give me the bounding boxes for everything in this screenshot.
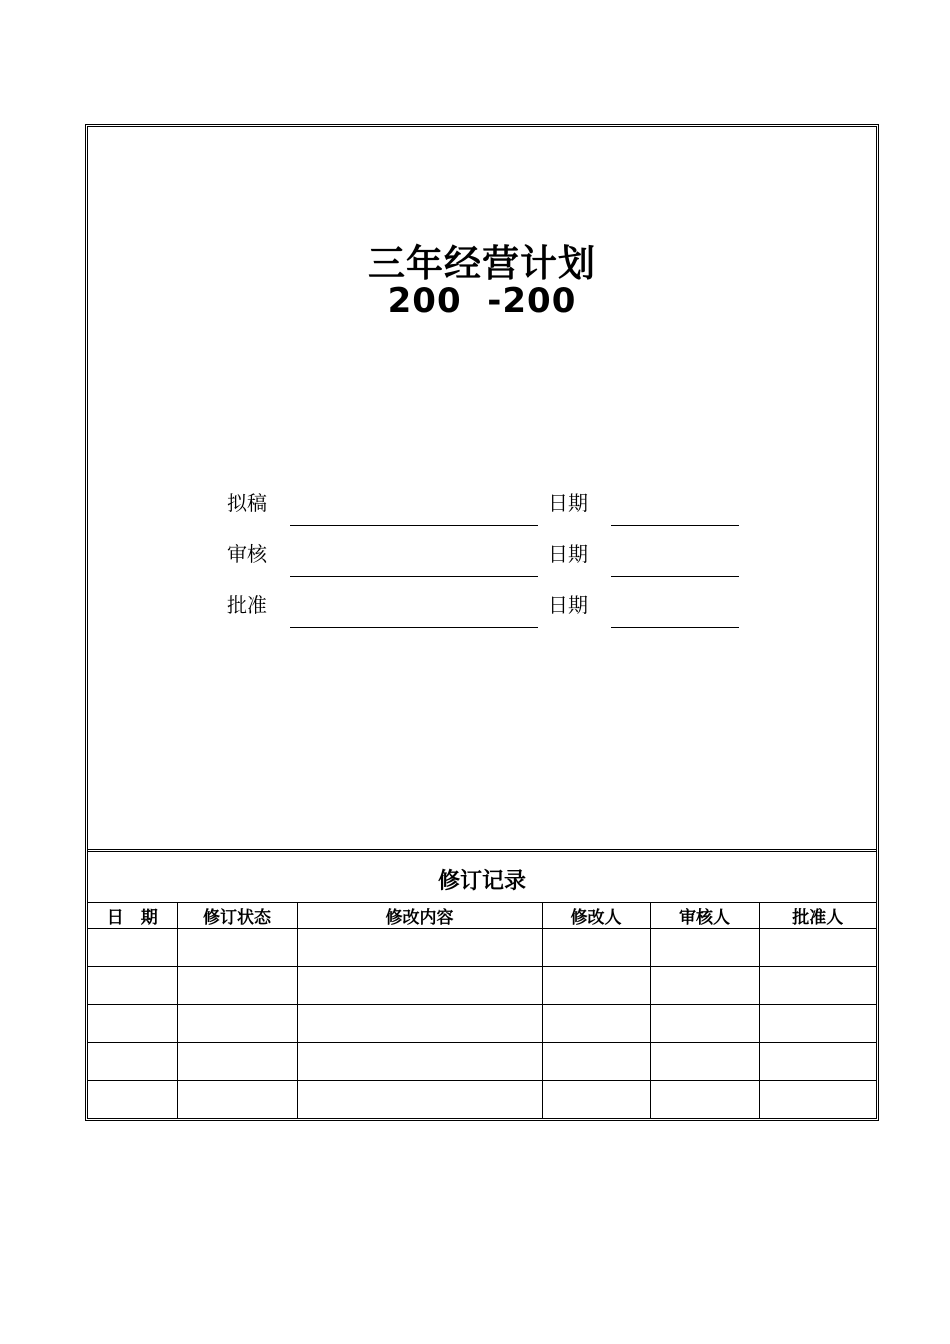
table-cell[interactable] (650, 967, 759, 1005)
cover-frame (85, 124, 879, 1121)
signoff-review-date-line[interactable] (611, 576, 739, 577)
table-cell[interactable] (650, 929, 759, 967)
signoff-label-draft: 拟稿 (227, 491, 267, 515)
signoff-approve-signature-line[interactable] (290, 627, 538, 628)
header-approver: 批准人 (759, 903, 876, 929)
signoff-draft-signature-line[interactable] (290, 525, 538, 526)
revision-header-row (88, 903, 876, 929)
table-row (88, 1081, 876, 1119)
table-cell[interactable] (759, 1043, 876, 1081)
table-cell[interactable] (88, 1081, 177, 1119)
table-cell[interactable] (542, 1005, 650, 1043)
table-cell[interactable] (759, 1081, 876, 1119)
table-row (88, 929, 876, 967)
table-cell[interactable] (297, 1005, 542, 1043)
table-cell[interactable] (542, 967, 650, 1005)
signoff-label-approve: 批准 (227, 593, 267, 617)
header-reviewer: 审核人 (650, 903, 759, 929)
table-cell[interactable] (177, 1081, 297, 1119)
header-revision-status: 修订状态 (177, 903, 297, 929)
signoff-date-label-draft: 日期 (548, 491, 588, 515)
header-change-content: 修改内容 (297, 903, 542, 929)
revision-title: 修订记录 (437, 869, 526, 894)
signoff-label-review: 审核 (227, 542, 267, 566)
document-years: 200 -200 (387, 281, 577, 321)
table-cell[interactable] (650, 1005, 759, 1043)
header-date: 日 期 (88, 903, 177, 929)
table-cell[interactable] (759, 967, 876, 1005)
table-row (88, 967, 876, 1005)
table-cell[interactable] (297, 1043, 542, 1081)
table-cell[interactable] (88, 1005, 177, 1043)
table-cell[interactable] (759, 1005, 876, 1043)
table-cell[interactable] (88, 967, 177, 1005)
signoff-approve-date-line[interactable] (611, 627, 739, 628)
table-cell[interactable] (88, 1043, 177, 1081)
table-cell[interactable] (650, 1043, 759, 1081)
signoff-date-label-approve: 日期 (548, 593, 588, 617)
header-modifier: 修改人 (542, 903, 650, 929)
table-cell[interactable] (759, 929, 876, 967)
table-cell[interactable] (88, 929, 177, 967)
table-cell[interactable] (297, 967, 542, 1005)
table-cell[interactable] (297, 929, 542, 967)
table-cell[interactable] (177, 1043, 297, 1081)
table-cell[interactable] (542, 1043, 650, 1081)
table-cell[interactable] (297, 1081, 542, 1119)
table-cell[interactable] (177, 929, 297, 967)
table-cell[interactable] (177, 1005, 297, 1043)
table-row (88, 1043, 876, 1081)
table-cell[interactable] (542, 1081, 650, 1119)
table-cell[interactable] (650, 1081, 759, 1119)
signoff-review-signature-line[interactable] (290, 576, 538, 577)
signoff-draft-date-line[interactable] (611, 525, 739, 526)
table-row (88, 1005, 876, 1043)
revision-separator (88, 849, 876, 852)
table-cell[interactable] (177, 967, 297, 1005)
signoff-date-label-review: 日期 (548, 542, 588, 566)
revision-table (88, 902, 876, 1118)
table-cell[interactable] (542, 929, 650, 967)
document-title: 三年经营计划 (368, 242, 596, 285)
